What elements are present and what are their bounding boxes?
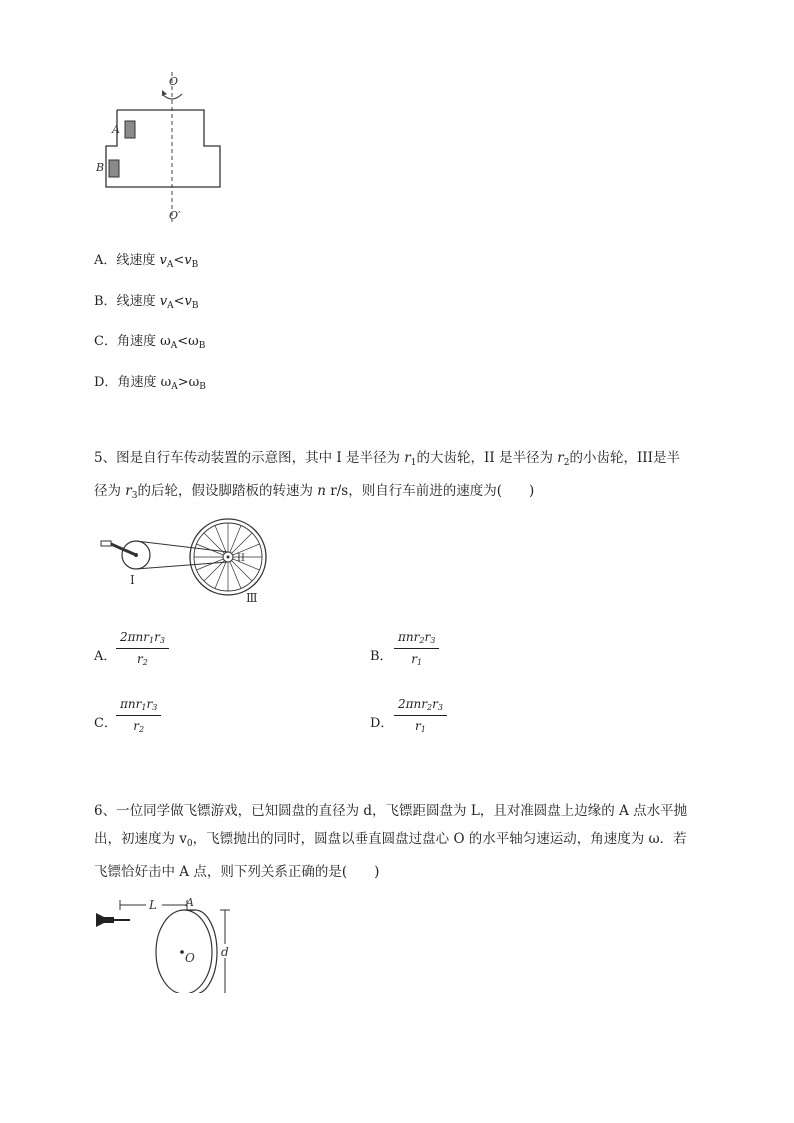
rotation-figure [90, 68, 230, 228]
container-outline [106, 110, 220, 187]
q5-option-a-letter[interactable]: A． [94, 649, 117, 664]
label-o: O [169, 75, 179, 88]
option-letter: B． [94, 294, 117, 309]
bicycle-drive-figure [96, 512, 276, 604]
q5-option-a-formula: 2πnr1r3 r2 [116, 630, 169, 667]
disc-face [156, 910, 212, 993]
option-letter: D． [94, 375, 118, 390]
label-o-prime: O′ [169, 209, 181, 222]
label-b: B [96, 161, 105, 174]
dart [96, 913, 130, 927]
option-letter: A． [94, 253, 117, 268]
q6-line-1: 6、一位同学做飞镖游戏，已知圆盘的直径为 d，飞镖距圆盘为 L，且对准圆盘上边缘的 A 点水平抛 [94, 803, 688, 819]
q5-option-b-formula: πnr2r3 r1 [394, 630, 439, 667]
label-o: O [185, 951, 195, 965]
q5-stem [94, 444, 704, 510]
pedal [101, 541, 111, 546]
q4-option-d[interactable]: D．角速度 $\omega_A>\omega_B$ [94, 375, 206, 392]
label-gear-2: II [237, 553, 245, 564]
q5-line-1: 5、图是自行车传动装置的示意图，其中 I 是半径为 $r_1$的大齿轮，II 是半径为 $r_2$的小齿轮，III是半 [94, 450, 680, 468]
label-a: A [186, 896, 194, 909]
q4-option-b[interactable]: B．线速度 $v_A<v_B$ [94, 294, 199, 311]
disc-center [180, 950, 184, 954]
label-d: d [221, 945, 229, 959]
q6-line-3: 飞镖恰好击中 A 点，则下列关系正确的是( ) [94, 864, 380, 880]
q5-line-2: 径为 $r_3$的后轮，假设脚踏板的转速为 n r/s，则自行车前进的速度为( ) [94, 483, 535, 501]
label-wheel-3: Ⅲ [246, 591, 258, 604]
q5-option-b-letter[interactable]: B． [370, 649, 393, 664]
q5-option-c-formula: πnr1r3 r2 [116, 697, 161, 734]
label-a: A [112, 123, 120, 136]
block-a [125, 121, 135, 138]
q6-stem [94, 797, 704, 886]
q6-line-2: 出，初速度为 $v_0$，飞镖抛出的同时，圆盘以垂直圆盘过盘心 O 的水平轴匀速运动，角速度为 ω．若 [94, 831, 687, 849]
q5-option-d-formula: 2πnr2r3 r1 [394, 697, 447, 734]
label-gear-1: I [130, 573, 135, 587]
dart-disc-figure [94, 893, 244, 993]
label-l: L [149, 898, 157, 912]
q5-option-c-letter[interactable]: C． [94, 716, 117, 731]
q5-option-d-letter[interactable]: D． [370, 716, 394, 731]
q4-option-c[interactable]: C．角速度 $\omega_A<\omega_B$ [94, 334, 206, 351]
q4-option-a[interactable]: A．线速度 $v_A<v_B$ [94, 253, 199, 270]
option-letter: C． [94, 334, 117, 349]
block-b [109, 160, 119, 177]
